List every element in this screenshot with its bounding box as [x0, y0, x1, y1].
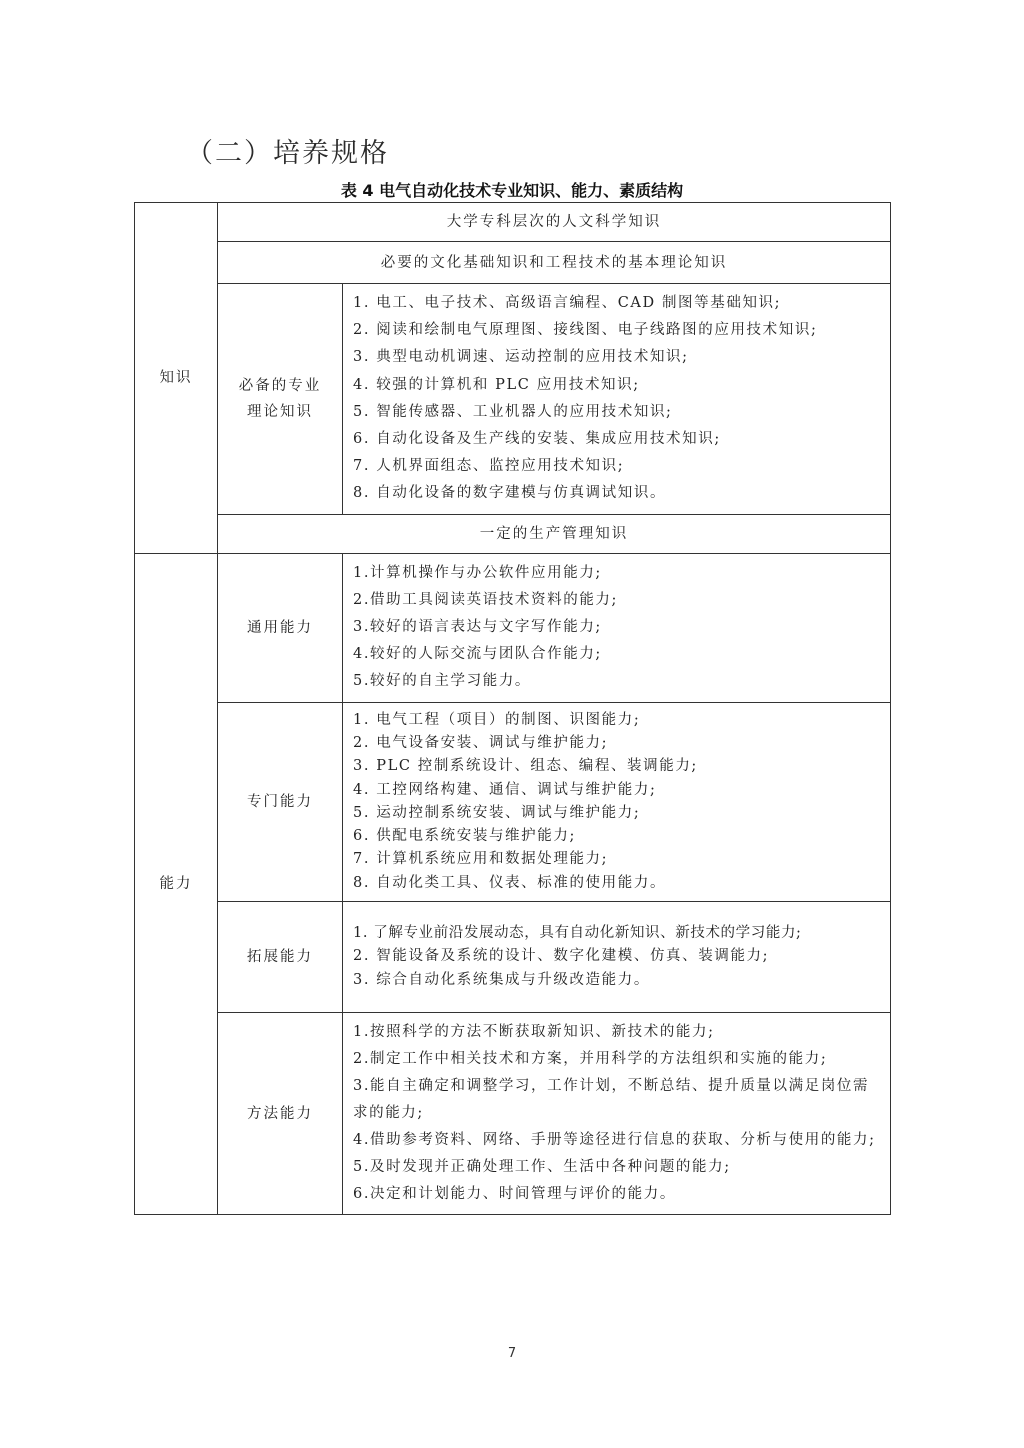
list-item: 4.较好的人际交流与团队合作能力; [353, 646, 602, 663]
list-item: 5.较好的自主学习能力。 [353, 673, 532, 690]
knowledge-professional-items [343, 284, 891, 515]
list-item: 1. 了解专业前沿发展动态，具有自动化新知识、新技术的学习能力; [353, 925, 802, 942]
knowledge-ability-table [134, 202, 891, 1215]
list-item: 3. 典型电动机调速、运动控制的应用技术知识; [353, 349, 689, 366]
list-item: 5. 智能传感器、工业机器人的应用技术知识; [353, 403, 673, 420]
list-item: 1.计算机操作与办公软件应用能力; [353, 564, 602, 581]
list-item: 6. 供配电系统安装与维护能力; [353, 828, 576, 845]
list-item: 8. 自动化设备的数字建模与仿真调试知识。 [353, 485, 667, 502]
section-heading: （二）培养规格 [186, 138, 389, 169]
list-item: 7. 人机界面组态、监控应用技术知识; [353, 458, 625, 475]
list-item: 4. 较强的计算机和 PLC 应用技术知识; [353, 376, 640, 393]
knowledge-general-3: 一定的生产管理知识 [218, 514, 891, 553]
table-caption: 表 4 电气自动化技术专业知识、能力、素质结构 [340, 181, 684, 200]
knowledge-general-1: 大学专科层次的人文科学知识 [218, 203, 891, 242]
knowledge-general-2: 必要的文化基础知识和工程技术的基本理论知识 [218, 242, 891, 284]
list-item: 1.按照科学的方法不断获取新知识、新技术的能力; [353, 1024, 715, 1041]
list-item: 1. 电工、电子技术、高级语言编程、CAD 制图等基础知识; [353, 295, 782, 311]
list-item: 2. 智能设备及系统的设计、数字化建模、仿真、装调能力; [353, 948, 770, 965]
list-item: 8. 自动化类工具、仪表、标准的使用能力。 [353, 874, 667, 891]
ability-group-label: 方法能力 [218, 1013, 343, 1215]
list-item: 3.较好的语言表达与文字写作能力; [353, 619, 602, 636]
list-item: 7. 计算机系统应用和数据处理能力; [353, 851, 609, 868]
ability-group-label: 专门能力 [218, 702, 343, 901]
list-item: 4.借助参考资料、网络、手册等途径进行信息的获取、分析与使用的能力; [353, 1132, 876, 1149]
label-line: 理论知识 [247, 403, 313, 420]
list-item: 6. 自动化设备及生产线的安装、集成应用技术知识; [353, 431, 721, 448]
list-item: 2.借助工具阅读英语技术资料的能力; [353, 591, 619, 608]
list-item: 5. 运动控制系统安装、调试与维护能力; [353, 804, 641, 821]
list-item: 3.能自主确定和调整学习，工作计划，不断总结、提升质量以满足岗位需求的能力; [353, 1078, 870, 1122]
knowledge-professional-label [218, 284, 343, 515]
category-knowledge: 知识 [135, 203, 218, 554]
ability-group-items [343, 1013, 891, 1215]
ability-group-items [343, 553, 891, 702]
ability-group-items [343, 902, 891, 1013]
list-item: 5.及时发现并正确处理工作、生活中各种问题的能力; [353, 1159, 731, 1176]
list-item: 2. 阅读和绘制电气原理图、接线图、电子线路图的应用技术知识; [353, 322, 818, 339]
page-number: 7 [507, 1346, 517, 1361]
list-item: 4. 工控网络构建、通信、调试与维护能力; [353, 781, 657, 798]
list-item: 3. 综合自动化系统集成与升级改造能力。 [353, 971, 650, 988]
list-item: 3. PLC 控制系统设计、组态、编程、装调能力; [353, 758, 698, 775]
ability-group-label: 拓展能力 [218, 902, 343, 1013]
list-item: 2. 电气设备安装、调试与维护能力; [353, 734, 609, 751]
ability-group-items [343, 702, 891, 901]
category-ability: 能力 [135, 553, 218, 1214]
ability-group-label: 通用能力 [218, 553, 343, 702]
list-item: 2.制定工作中相关技术和方案，并用科学的方法组织和实施的能力; [353, 1051, 828, 1068]
list-item: 1. 电气工程（项目）的制图、识图能力; [353, 711, 641, 728]
list-item: 6.决定和计划能力、时间管理与评价的能力。 [353, 1186, 676, 1203]
label-line: 必备的专业 [238, 377, 322, 394]
